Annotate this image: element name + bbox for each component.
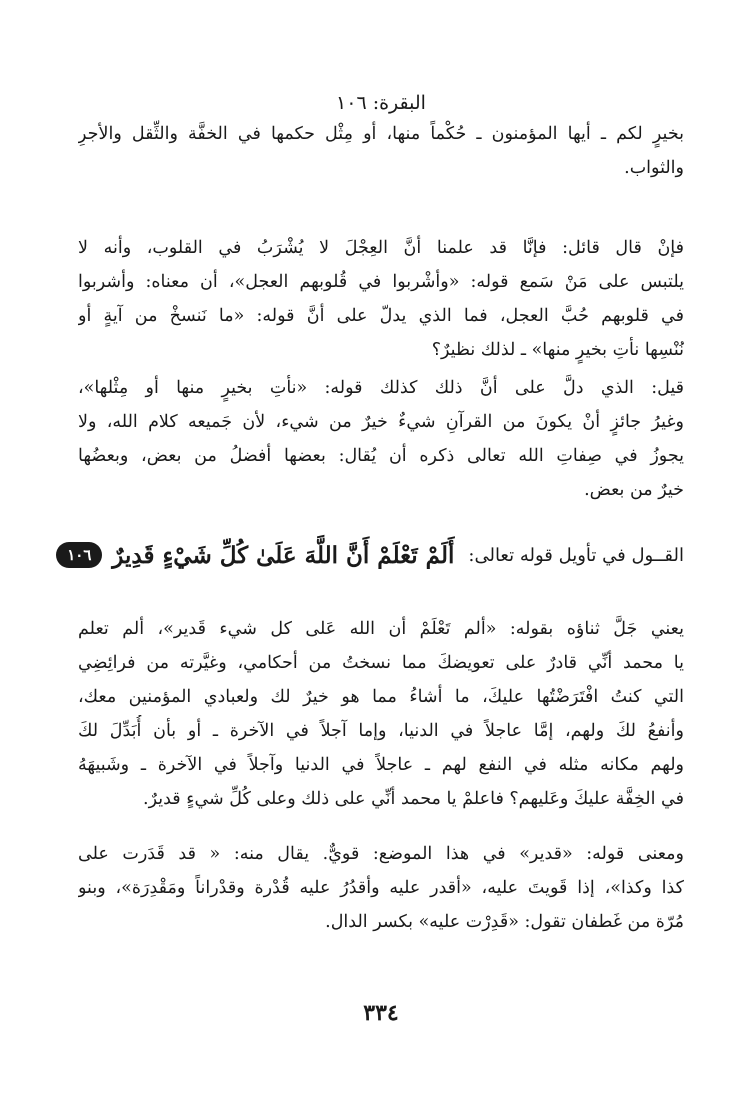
text-line: بخيرٍ لكم ـ أيها المؤمنون ـ حُكْماً منها، أو مِثْل حكمها في الخفَّة والثِّقل والأجرِ (78, 124, 684, 144)
text-line: قيل: الذي دلَّ على أنَّ ذلك كذلك قوله: «نأتِ بخيرٍ منها أو مِثْلها»، (78, 378, 684, 398)
verse-heading (67, 533, 684, 577)
text-line: مُرّة من غَطفان تقول: «قَدِرْت عليه» بكسر الدال. (325, 912, 684, 932)
text-line: يعني جَلَّ ثناؤه بقوله: «ألم تَعْلَمْ أن الله عَلى كل شيء قَدير»، ألم تعلم (78, 619, 684, 639)
text-line: في قلوبهم حُبَّ العجل، فما الذي يدلّ على أنَّ قوله: «ما نَنسخْ من آيةٍ أو (78, 306, 684, 326)
text-line: كذا وكذا»، إذا قَويتَ عليه، «أقدر عليه وأقدُرُ عليه قُدْرة وقدْراناً ومَقْدِرَة»، وبنو (78, 878, 684, 898)
page-number: ٣٣٤ (363, 1000, 399, 1026)
text-line: ولهم مكانه مثله في النفع لهم ـ عاجلاً في الدنيا وآجلاً في الآخرة ـ وشَبيهَهُ (78, 755, 684, 775)
text-line: والثواب. (624, 158, 684, 178)
text-line: وغيرُ جائزٍ أنْ يكونَ من القرآنِ شيءٌ خيرٌ من شيء، لأن جَميعه كلام الله، ولا (78, 412, 684, 432)
text-line: وأنفعُ لكَ ولهم، إمَّا عاجلاً في الدنيا، وإما آجلاً في الآخرة ـ أو بأن أُبَدِّلَ لكَ (78, 721, 684, 741)
text-line: خيرٌ من بعض. (584, 480, 684, 500)
page-header: البقرة: ١٠٦ (336, 92, 426, 114)
book-page (67, 0, 684, 1100)
text-line: نُنْسِها نأتِ بخيرٍ منها» ـ لذلك نظيرٌ؟ (431, 340, 684, 360)
text-line: يا محمد أنِّي قادرٌ على تعويضكَ مما نسختُ من أحكامي، وغيَّرته من فرائِضِي (78, 653, 684, 673)
text-line: التي كنتُ افْتَرَضْتُها عليكَ، ما أشاءُ مما هو خيرٌ لك ولعبادي المؤمنين معك، (78, 687, 684, 707)
text-line: في الخِفَّة عليكَ وعَليهم؟ فاعلمْ يا محمد أنِّي على ذلك وعلى كُلِّ شيءٍ قديرٌ. (143, 789, 684, 809)
text-line: ومعنى قوله: «قدير» في هذا الموضع: قويٌّ. يقال منه: « قد قَدَرت على (78, 844, 684, 864)
text-line: يجوزُ في صِفاتِ الله تعالى ذكره أن يُقال: بعضها أفضلُ من بعض، وبعضُها (78, 446, 684, 466)
verse-number-badge: ١٠٦ (56, 542, 102, 568)
text-line: يلتبس على مَنْ سَمع قوله: «وأشْربوا في قُلوبهم العجل»، أن معناه: وأشربوا (78, 272, 684, 292)
verse-quote: أَلَمْ تَعْلَمْ أَنَّ اللَّهَ عَلَىٰ كُلِّ شَيْءٍ قَدِيرٌ (112, 541, 455, 569)
heading-label: القــول في تأويل قوله تعالى: (468, 544, 684, 566)
text-line: فإنْ قال قائل: فإنَّا قد علمنا أنَّ العِجْلَ لا يُشْرَبُ في القلوب، وأنه لا (78, 238, 684, 258)
